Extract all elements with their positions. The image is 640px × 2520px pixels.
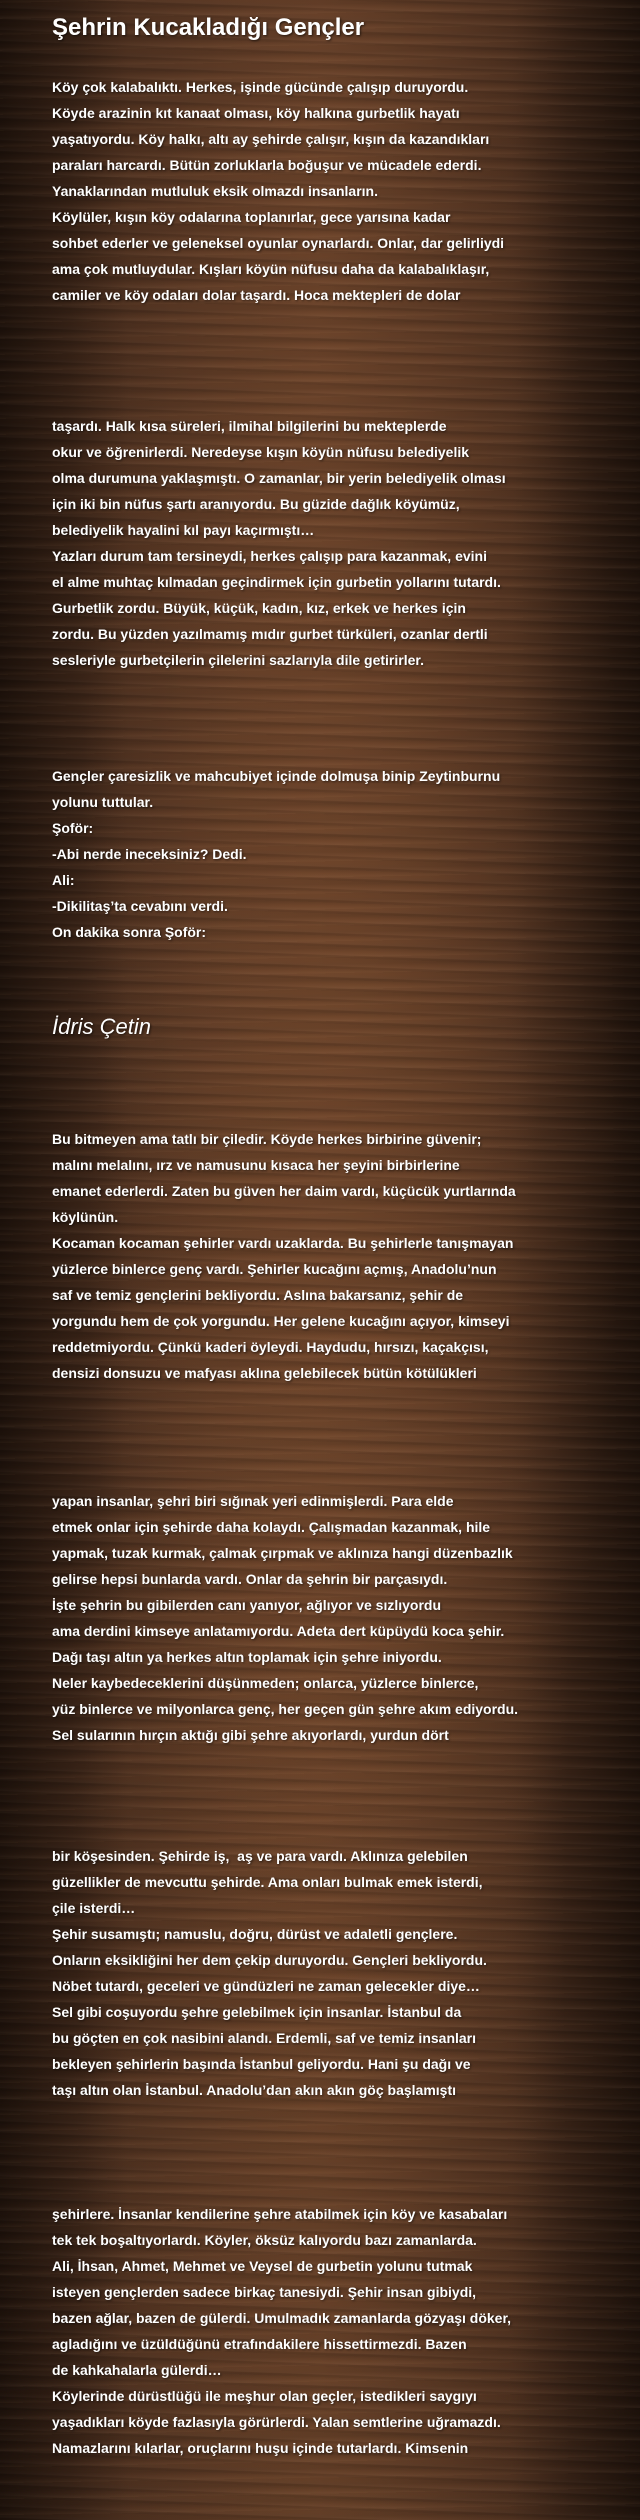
paragraph-7: şehirlere. İnsanlar kendilerine şehre atabilmek için köy ve kasabaları tek tek boşaltıyorlardı. Köyler, öksüz kalıyordu bazı zamanlarda. Ali, İhsan, Ahmet, Mehmet ve Veysel de gurbetin yolunu tutmak isteyen gençlerden sadece birkaç tanesiydi. Şehir insan gibiydi, bazen ağlar, bazen de gülerdi. Umulmadık zamanlarda gözyaşı döker, agladığını ve üzüldüğünü etrafındakilere hissettirmezdi. Bazen de kahkahalarla gülerdi… Köylerinde dürüstlüğü ile meşhur olan geçler, istedikleri saygıyı yaşadıkları köyde fazlasıyla görürlerdi. Yalan semtlerine uğramazdı. Namazlarını kılarlar, oruçlarını huşu içinde tutarlardı. Kimsenin (52, 2206, 512, 2456)
author-name: İdris Çetin (52, 1014, 152, 1039)
paragraph-3: Gençler çaresizlik ve mahcubiyet içinde dolmuşa binip Zeytinburnu yolunu tuttular. Şoför: -Abi nerde ineceksiniz? Dedi. Ali: -Dikilitaş’ta cevabını verdi. On dakika sonra Şoför: (52, 768, 501, 940)
paragraph-5: yapan insanlar, şehri biri sığınak yeri edinmişlerdi. Para elde etmek onlar için şehirde daha kolaydı. Çalışmadan kazanmak, hile yapmak, tuzak kurmak, çalmak çırpmak ve aklınıza hangi düzenbazlık gelirse hepsi bunlarda vardı. Onlar da şehrin bir parçasıydı. İşte şehrin bu gibilerden canı yanıyor, ağlıyor ve sızlıyordu ama derdini kimseye anlatamıyordu. Adeta dert küpüydü koca şehir. Dağı taşı altın ya herkes altın toplamak için şehre iniyordu. Neler kaybedeceklerini düşünmeden; onlarca, yüzlerce binlerce, yüz binlerce ve milyonlarca genç, her geçen gün şehre akım ediyordu. Sel sularının hırçın aktığı gibi şehre akıyorlardı, yurdun dört (52, 1493, 519, 1743)
paragraph-1: Köy çok kalabalıktı. Herkes, işinde gücünde çalışıp duruyordu. Köyde arazinin kıt kanaat olması, köy halkına gurbetlik hayatı yaşatıyordu. Köy halkı, altı ay şehirde çalışır, kışın da kazandıkları paraları harcardı. Bütün zorluklarla boğuşur ve mücadele ederdi. Yanaklarından mutluluk eksik olmazdı insanların. Köylüler, kışın köy odalarına toplanırlar, gece yarısına kadar sohbet ederler ve geleneksel oyunlar oynarlardı. Onlar, dar gelirliydi ama çok mutluydular. Kışları köyün nüfusu daha da kalabalıklaşır, camiler ve köy odaları dolar taşardı. Hoca mektepleri de dolar (52, 79, 505, 303)
page-title: Şehrin Kucakladığı Gençler (52, 14, 365, 41)
paragraph-4: Bu bitmeyen ama tatlı bir çiledir. Köyde herkes birbirine güvenir; malını melalını, ırz ve namusunu kısaca her şeyini birbirlerine emanet ederlerdi. Zaten bu güven her daim vardı, küçücük yurtlarında köylünün. Kocaman kocaman şehirler vardı uzaklarda. Bu şehirlerle tanışmayan yüzlerce binlerce genç vardı. Şehirler kucağını açmış, Anadolu’nun saf ve temiz gençlerini bekliyordu. Aslına bakarsanız, şehir de yorgundu hem de çok yorgundu. Her gelene kucağını açıyor, kimseyi reddetmiyordu. Çünkü kaderi öyleydi. Haydudu, hırsızı, kaçakçısı, densizi donsuzu ve mafyası aklına gelebilecek bütün kötülükleri (52, 1131, 516, 1381)
paragraph-2: taşardı. Halk kısa süreleri, ilmihal bilgilerini bu mekteplerde okur ve öğrenirlerdi. Neredeyse kışın köyün nüfusu belediyelik olma durumuna yaklaşmıştı. O zamanlar, bir yerin belediyelik olması için iki bin nüfus şartı aranıyordu. Bu güzide dağlık köyümüz, belediyelik hayalini kıl payı kaçırmıştı… Yazları durum tam tersineydi, herkes çalışıp para kazanmak, evini el alme muhtaç kılmadan geçindirmek için gurbetin yollarını tutardı. Gurbetlik zordu. Büyük, küçük, kadın, kız, erkek ve herkes için zordu. Bu yüzden yazılmamış mıdır gurbet türküleri, ozanlar dertli sesleriyle gurbetçilerin çilelerini sazlarıyla dile getirirler. (52, 418, 506, 668)
paragraph-6: bir köşesinden. Şehirde iş, aş ve para vardı. Aklınıza gelebilen güzellikler de mevcuttu şehirde. Ama onları bulmak emek isterdi, çile isterdi… Şehir susamıştı; namuslu, doğru, dürüst ve adaletli gençlere. Onların eksikliğini her dem çekip duruyordu. Gençleri bekliyordu. Nöbet tutardı, geceleri ve gündüzleri ne zaman gelecekler diye… Sel gibi coşuyordu şehre gelebilmek için insanlar. İstanbul da bu göçten en çok nasibini alandı. Erdemli, saf ve temiz insanları bekleyen şehirlerin başında İstanbul geliyordu. Hani şu dağı ve taşı altın olan İstanbul. Anadolu’dan akın akın göç başlamıştı (52, 1848, 487, 2098)
